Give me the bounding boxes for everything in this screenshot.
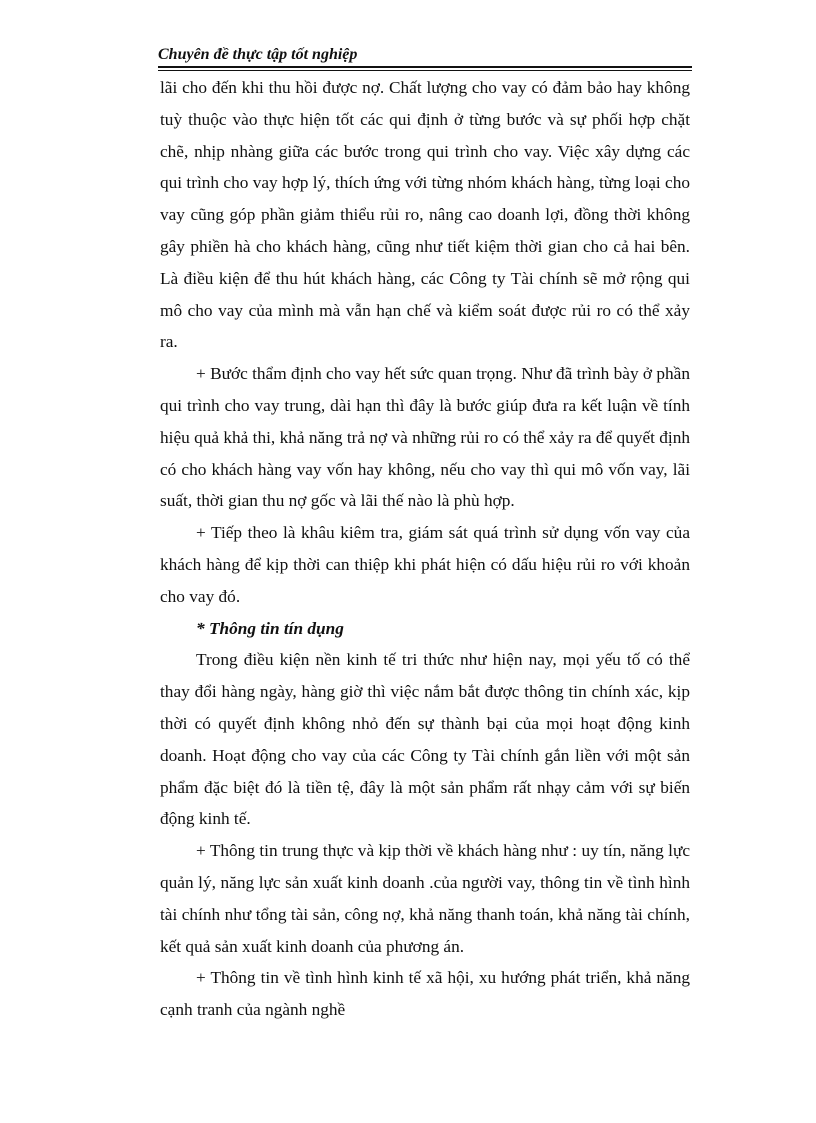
header-rule-thick [158,66,692,68]
paragraph-socioeconomic-info: + Thông tin về tình hình kinh tế xã hội, xu hướng phát triển, khả năng cạnh tranh của ngành nghề [160,968,690,1020]
header-rule-thin [158,70,692,71]
paragraph-appraisal: + Bước thẩm định cho vay hết sức quan trọng. Như đã trình bày ở phần qui trình cho vay trung, dài hạn thì đây là bước giúp đưa ra kết luận về tính hiệu quả khả thi, khả năng trả nợ và những rủi ro có thể xảy ra để quyết định có cho khách hàng vay vốn hay không, nếu cho vay thì qui mô vốn vay, lãi suất, thời gian thu nợ gốc và lãi thế nào là phù hợp. [160,364,690,511]
running-header: Chuyên đề thực tập tốt nghiệp [158,46,358,63]
paragraph-knowledge-economy: Trong điều kiện nền kinh tế tri thức như hiện nay, mọi yếu tố có thể thay đổi hàng ngày, hàng giờ thì việc nắm bắt được thông tin chính xác, kịp thời có quyết định không nhỏ đến sự thành bại của mọi hoạt động kinh doanh. Hoạt động cho vay của các Công ty Tài chính gắn liền với một sản phẩm đặc biệt đó là tiền tệ, đây là một sản phẩm rất nhạy cảm với sự biến động kinh tế. [160,650,690,829]
paragraph-customer-info: + Thông tin trung thực và kịp thời về khách hàng như : uy tín, năng lực quản lý, năng lực sản xuất kinh doanh .của người vay, thông tin về tình hình tài chính như tổng tài sản, công nợ, khả năng thanh toán, khả năng tài chính, kết quả sản xuất kinh doanh của phương án. [160,841,690,956]
section-heading-credit-info: * Thông tin tín dụng [196,618,344,638]
paragraph-monitoring: + Tiếp theo là khâu kiêm tra, giám sát quá trình sử dụng vốn vay của khách hàng để kịp thời can thiệp khi phát hiện có dấu hiệu rủi ro với khoản cho vay đó. [160,523,690,606]
document-body [160,72,690,1026]
paragraph-continuation: lãi cho đến khi thu hồi được nợ. Chất lượng cho vay có đảm bảo hay không tuỳ thuộc vào thực hiện tốt các qui định ở từng bước và sự phối hợp chặt chẽ, nhịp nhàng giữa các bước trong qui trình cho vay. Việc xây dựng các qui trình cho vay hợp lý, thích ứng với từng nhóm khách hàng, từng loại cho vay cũng góp phần giảm thiểu rủi ro, nâng cao doanh lợi, đồng thời không gây phiền hà cho khách hàng, cũng như tiết kiệm thời gian cho cả hai bên. Là điều kiện để thu hút khách hàng, các Công ty Tài chính sẽ mở rộng qui mô cho vay của mình mà vẫn hạn chế và kiểm soát được rủi ro có thể xảy ra. [160,78,690,352]
